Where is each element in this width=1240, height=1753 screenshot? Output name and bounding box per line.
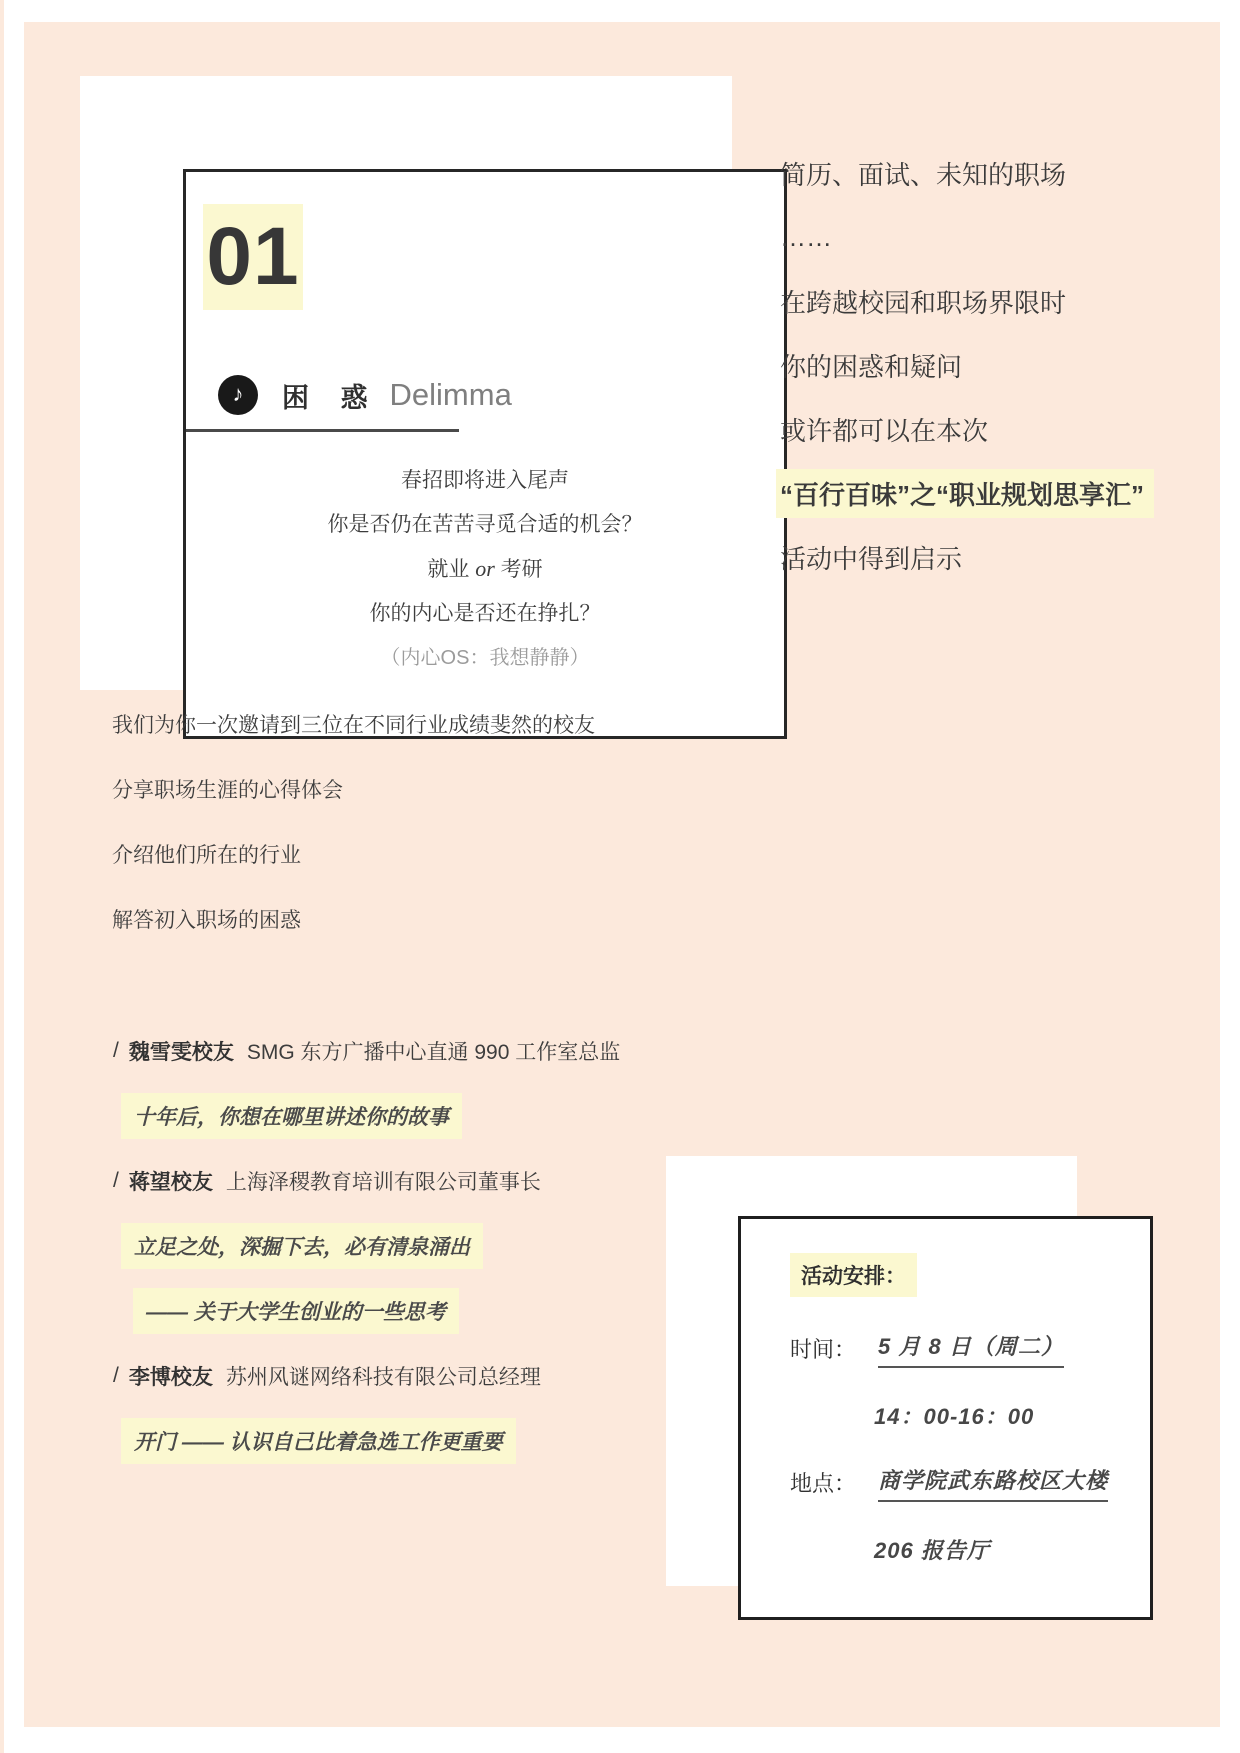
schedule-time-row: [790, 1315, 1150, 1382]
left-edge-strip: [0, 0, 4, 1753]
speaker-quote-row: [133, 1278, 620, 1343]
poem-line: 你的内心是否还在挣扎？: [369, 602, 601, 625]
speakers-list: [113, 1018, 620, 1473]
time-range-value: 14：00-16：00: [874, 1404, 1035, 1429]
schedule-room-row: [874, 1516, 1150, 1583]
speaker-quote-row: [121, 1213, 620, 1278]
speaker-quote-highlight: —— 关于大学生创业的一些思考: [133, 1288, 459, 1334]
right-column-line: 活动中得到启示: [780, 543, 963, 574]
right-column-line: 在跨越校园和职场界限时: [780, 287, 1067, 318]
title-underline: [186, 429, 459, 432]
speaker-name: 蒋望校友: [128, 1170, 213, 1194]
intro-line: 我们为你一次邀请到三位在不同行业成绩斐然的校友: [112, 713, 595, 737]
speaker-name: 李博校友: [128, 1365, 213, 1389]
poem-or-word: or: [475, 556, 495, 581]
place-label: 地点：: [790, 1471, 857, 1496]
dilemma-card-frame: [183, 169, 787, 739]
poem-line-part: 就业: [427, 558, 476, 581]
section-number-badge: 01: [203, 204, 303, 310]
right-column-line: 或许都可以在本次: [780, 415, 989, 446]
speaker-slash: /: [113, 1168, 119, 1192]
place-value: 商学院武东路校区大楼: [878, 1464, 1108, 1502]
schedule-content: [741, 1219, 1150, 1583]
speaker-row: [113, 1148, 620, 1213]
speaker-quote-highlight: 十年后，你想在哪里讲述你的故事: [121, 1093, 462, 1139]
invitation-intro: [112, 691, 595, 951]
schedule-heading-row: [790, 1249, 1150, 1301]
card-title-row: [218, 375, 512, 415]
intro-line: 解答初入职场的困惑: [112, 908, 301, 932]
speaker-row: [113, 1018, 620, 1083]
speaker-name: 魏雪雯校友: [128, 1040, 234, 1064]
music-note-glyph: ♪: [232, 381, 244, 406]
music-note-icon: [218, 375, 258, 415]
speaker-description: 苏州风谜网络科技有限公司总经理: [225, 1365, 541, 1389]
time-value: 5 月 8 日（周二）: [878, 1330, 1064, 1368]
poem-line: [186, 547, 784, 592]
speaker-description: 上海泽稷教育培训有限公司董事长: [225, 1170, 541, 1194]
speaker-quote-row: [121, 1083, 620, 1148]
speaker-slash: /: [113, 1038, 119, 1062]
event-title-line: [780, 461, 1154, 525]
speaker-description: SMG 东方广播中心直通 990 工作室总监: [246, 1040, 621, 1064]
poem-line: 你是否仍在苦苦寻觅合适的机会？: [327, 513, 643, 536]
schedule-place-row: [790, 1449, 1150, 1516]
speaker-quote-highlight: 开门 —— 认识自己比着急选工作更重要: [121, 1418, 516, 1464]
right-column-line: 简历、面试、未知的职场: [780, 159, 1067, 190]
speaker-slash: /: [113, 1363, 119, 1387]
speaker-quote-row: [121, 1408, 620, 1473]
right-column-line: ……: [780, 221, 832, 252]
schedule-box: [738, 1216, 1153, 1620]
room-value: 206 报告厅: [874, 1538, 990, 1563]
event-title-highlight: “百行百味”之“职业规划思享汇”: [776, 469, 1154, 518]
time-label: 时间：: [790, 1337, 857, 1362]
card-title-chinese: 困 惑: [282, 382, 380, 413]
right-column-line: 你的困惑和疑问: [780, 351, 963, 382]
speaker-quote-highlight: 立足之处，深掘下去，必有清泉涌出: [121, 1223, 483, 1269]
dilemma-poem: [186, 459, 784, 680]
card-title-english: Delimma: [389, 377, 512, 412]
schedule-heading-highlight: 活动安排：: [790, 1253, 917, 1297]
speaker-row: [113, 1343, 620, 1408]
poem-line: 春招即将进入尾声: [401, 469, 569, 492]
schedule-time-range-row: [874, 1382, 1150, 1449]
poem-line-part: 考研: [494, 558, 543, 581]
intro-line: 分享职场生涯的心得体会: [112, 778, 343, 802]
poem-line-aside: （内心OS：我想静静）: [380, 647, 590, 669]
intro-line: 介绍他们所在的行业: [112, 843, 301, 867]
dilemma-card: [80, 76, 732, 690]
right-intro-column: [780, 141, 1154, 589]
